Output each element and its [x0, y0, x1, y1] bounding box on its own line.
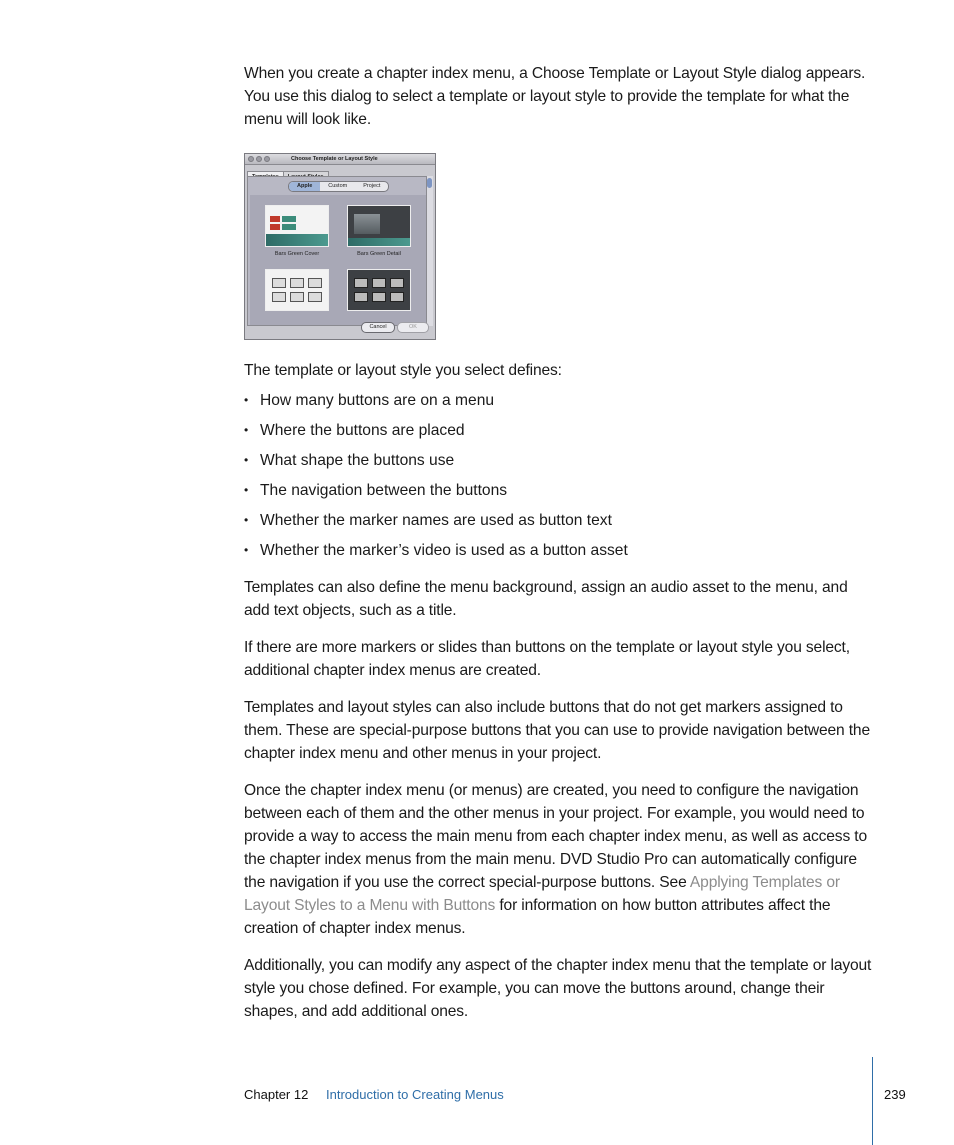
defines-lead: The template or layout style you select defines:	[244, 362, 562, 379]
zoom-window-icon	[264, 156, 270, 162]
applying-templates-link[interactable]: Applying Templates or Layout Styles to a Menu with Buttons	[244, 874, 840, 914]
dialog-titlebar	[245, 154, 435, 165]
segment-custom: Custom	[328, 183, 348, 189]
cancel-button: Cancel	[361, 322, 395, 333]
dialog-scrollbar	[426, 176, 433, 326]
thumbnail-caption: Bars Green Cover	[274, 251, 320, 257]
list-item: • What shape the buttons use	[244, 449, 876, 479]
ok-button: OK	[397, 322, 429, 333]
list-item: • How many buttons are on a menu	[244, 389, 876, 419]
list-item: • Where the buttons are placed	[244, 419, 876, 449]
minimize-window-icon	[256, 156, 262, 162]
navigation-text: Once the chapter index menu (or menus) are created, you need to configure the navigation between each of them and the other menus in your project. For example, you would need to provide a way to access the main menu from each chapter index menu, as well as access to the chapter index menus from the main menu. DVD Studio Pro can automatically configure the navigation if you use the correct special-purpose buttons. See	[244, 782, 867, 891]
page-number: 239	[884, 1087, 906, 1102]
list-item: • Whether the marker’s video is used as a button asset	[244, 539, 876, 569]
thumbnail-bars-green-detail	[347, 205, 411, 247]
templates-define-paragraph: Templates can also define the menu background, assign an audio asset to the menu, and add text objects, such as a title.	[244, 579, 848, 619]
footer-chapter: Chapter 12	[244, 1087, 309, 1102]
thumbnail-bars-green-cover	[265, 205, 329, 247]
template-panel	[247, 176, 433, 326]
more-markers-paragraph: If there are more markers or slides than buttons on the template or layout style you select, additional chapter index menus are created.	[244, 639, 850, 679]
footer-divider	[872, 1057, 873, 1145]
additionally-paragraph: Additionally, you can modify any aspect of the chapter index menu that the template or layout style you chose defined. For example, you can move the buttons around, change their shapes, and add additional ones.	[244, 957, 872, 1020]
navigation-paragraph	[244, 779, 876, 940]
list-item: • Whether the marker names are used as button text	[244, 509, 876, 539]
list-item: • The navigation between the buttons	[244, 479, 876, 509]
special-buttons-paragraph: Templates and layout styles can also include buttons that do not get markers assigned to them. These are special-purpose buttons that you can use to provide navigation between the chapter index menu and other menus in your project.	[244, 699, 870, 762]
dialog-tabs	[247, 165, 328, 176]
intro-paragraph: When you create a chapter index menu, a Choose Template or Layout Style dialog appears. You use this dialog to select a template or layout style to provide the template for what the menu will look like.	[244, 65, 866, 128]
dialog-title: Choose Template or Layout Style	[291, 156, 378, 162]
segment-project: Project	[363, 183, 381, 189]
footer-chapter-title[interactable]: Introduction to Creating Menus	[326, 1087, 504, 1102]
thumbnail-grid	[250, 195, 426, 325]
choose-template-dialog-screenshot	[244, 153, 436, 340]
defines-list	[244, 389, 876, 569]
thumbnail-layout-dark	[347, 269, 411, 311]
source-segmented-control	[288, 181, 389, 192]
thumbnail-layout-white	[265, 269, 329, 311]
navigation-text-end: for information on how button attributes affect the creation of chapter index menus.	[244, 897, 831, 937]
close-window-icon	[248, 156, 254, 162]
segment-apple: Apple	[289, 182, 320, 191]
thumbnail-caption: Bars Green Detail	[357, 251, 401, 257]
